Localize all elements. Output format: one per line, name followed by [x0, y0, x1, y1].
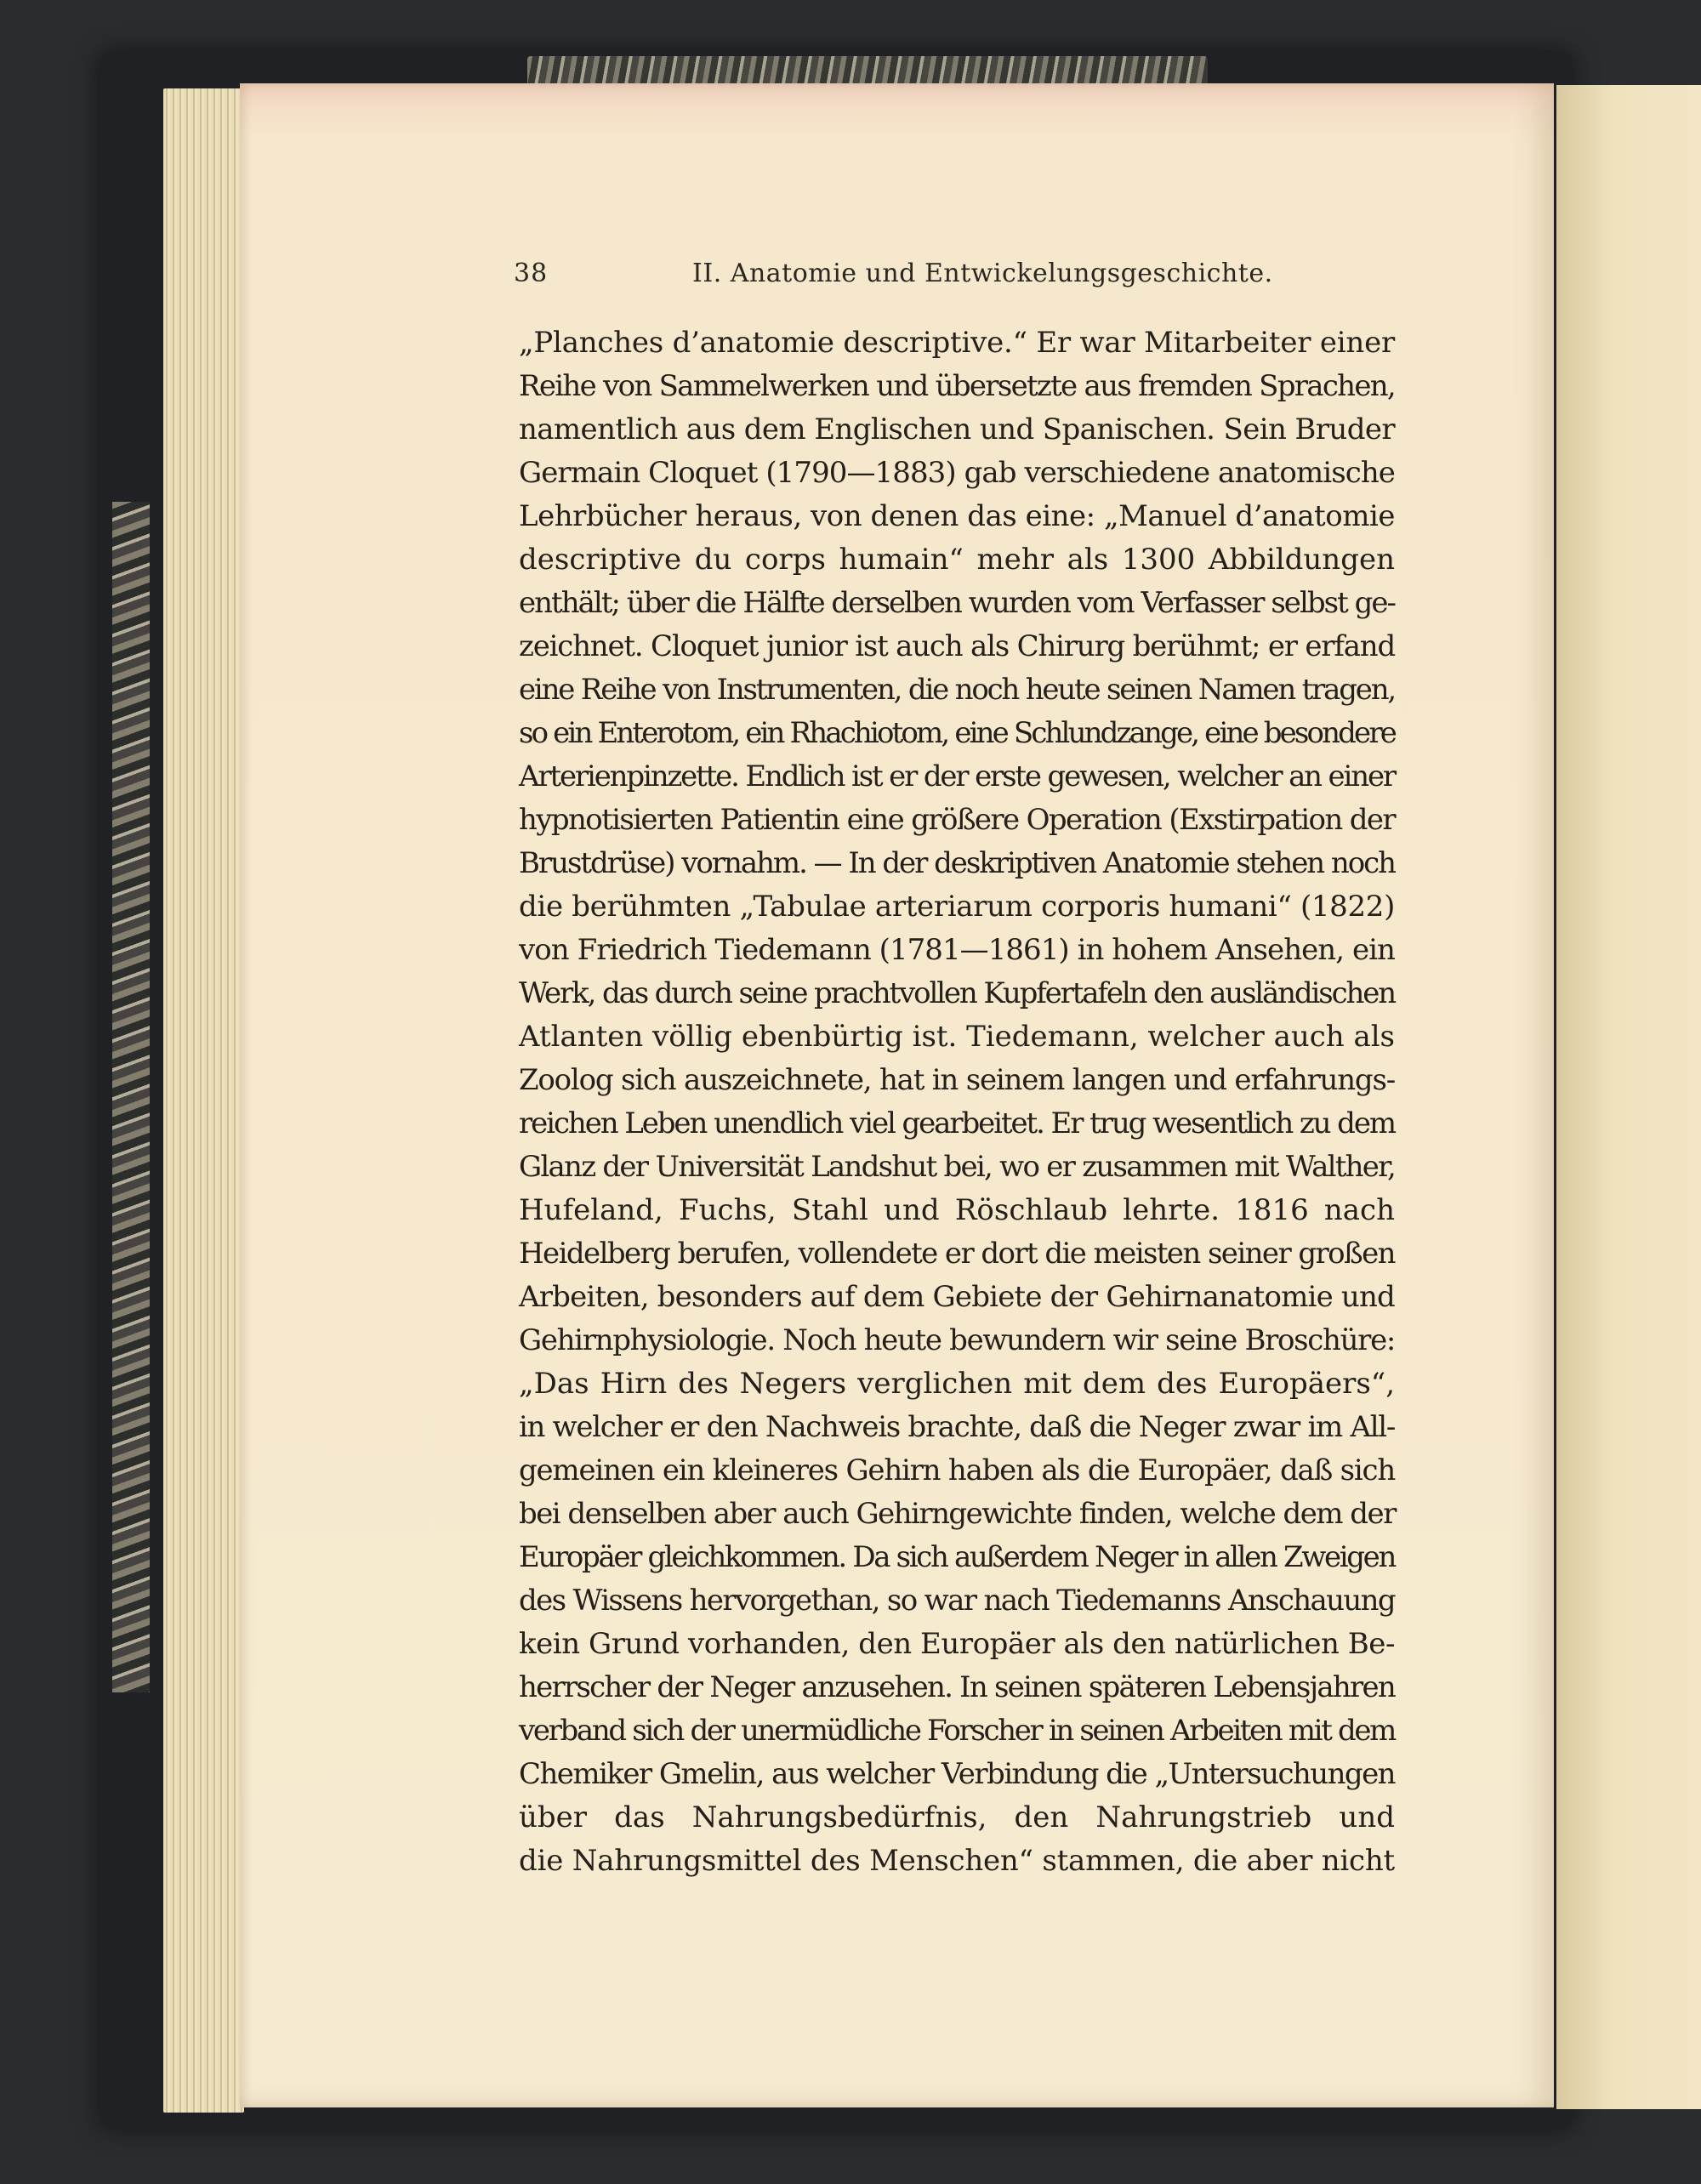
text-line: kein Grund vorhanden, den Europäer als den natürlichen Be- — [519, 1627, 1395, 1661]
text-line: von Friedrich Tiedemann (1781—1861) in hohem Ansehen, ein — [519, 933, 1395, 967]
text-line: eine Reihe von Instrumenten, die noch heute seinen Namen tragen, — [519, 673, 1395, 707]
text-line: herrscher der Neger anzusehen. In seinen späteren Lebensjahren — [519, 1670, 1395, 1704]
text-line: hypnotisierten Patientin eine größere Operation (Exstirpation der — [519, 803, 1396, 837]
text-line: Hufeland, Fuchs, Stahl und Röschlaub lehrte. 1816 nach — [519, 1193, 1395, 1227]
text-line: Chemiker Gmelin, aus welcher Verbindung die „Untersuchungen — [519, 1757, 1395, 1791]
text-line: verband sich der unermüdliche Forscher in seinen Arbeiten mit dem — [519, 1714, 1395, 1748]
facing-page-edge — [1556, 85, 1701, 2109]
text-line: Glanz der Universität Landshut bei, wo er zusammen mit Walther, — [519, 1150, 1396, 1184]
marbled-spine — [112, 502, 150, 1692]
text-line: Werk, das durch seine prachtvollen Kupfertafeln den ausländischen — [519, 976, 1395, 1010]
text-line: Zoolog sich auszeichnete, hat in seinem langen und erfahrungs- — [519, 1063, 1395, 1097]
text-line: in welcher er den Nachweis brachte, daß die Neger zwar im All- — [519, 1410, 1395, 1444]
text-line: Arterienpinzette. Endlich ist er der erste gewesen, welcher an einer — [519, 759, 1395, 793]
text-line: Heidelberg berufen, vollendete er dort die meisten seiner großen — [519, 1237, 1395, 1271]
page-number: 38 — [514, 259, 549, 288]
text-line: so ein Enterotom, ein Rhachiotom, eine Schlundzange, eine besondere — [519, 716, 1395, 750]
text-line: „Das Hirn des Negers verglichen mit dem des Europäers“, — [519, 1367, 1395, 1401]
page-header — [514, 255, 1398, 298]
text-line: Brustdrüse) vornahm. — In der deskriptiven Anatomie stehen noch — [519, 846, 1395, 880]
text-line: über das Nahrungsbedürfnis, den Nahrungstrieb und — [519, 1800, 1395, 1834]
text-line: Arbeiten, besonders auf dem Gebiete der Gehirnanatomie und — [519, 1280, 1395, 1314]
text-line: gemeinen ein kleineres Gehirn haben als die Europäer, daß sich — [519, 1453, 1395, 1487]
text-line: Lehrbücher heraus, von denen das eine: „Manuel d’anatomie — [519, 499, 1395, 533]
text-line: Germain Cloquet (1790—1883) gab verschiedene anatomische — [519, 456, 1395, 490]
text-line: namentlich aus dem Englischen und Spanischen. Sein Bruder — [519, 412, 1395, 446]
text-line: die berühmten „Tabulae arteriarum corporis humani“ (1822) — [519, 890, 1395, 924]
text-line: Reihe von Sammelwerken und übersetzte aus fremden Sprachen, — [519, 369, 1395, 403]
text-line: des Wissens hervorgethan, so war nach Tiedemanns Anschauung — [519, 1584, 1395, 1618]
text-line: „Planches d’anatomie descriptive.“ Er war Mitarbeiter einer — [519, 326, 1395, 360]
text-line: Gehirnphysiologie. Noch heute bewundern wir seine Broschüre: — [519, 1323, 1395, 1357]
text-line: descriptive du corps humain“ mehr als 1300 Abbildungen — [519, 543, 1395, 577]
text-line: die Nahrungsmittel des Menschen“ stammen, die aber nicht — [519, 1844, 1395, 1878]
text-line: Europäer gleichkommen. Da sich außerdem Neger in allen Zweigen — [519, 1540, 1395, 1574]
text-line: enthält; über die Hälfte derselben wurden vom Verfasser selbst ge- — [519, 586, 1395, 620]
text-line: zeichnet. Cloquet junior ist auch als Chirurg berühmt; er erfand — [519, 629, 1395, 663]
text-line: bei denselben aber auch Gehirngewichte finden, welche dem der — [519, 1497, 1396, 1531]
page-edges — [163, 88, 244, 2113]
body-text — [519, 321, 1395, 1883]
running-head: II. Anatomie und Entwickelungsgeschichte. — [692, 259, 1273, 288]
text-line: reichen Leben unendlich viel gearbeitet. Er trug wesentlich zu dem — [519, 1106, 1395, 1140]
text-line: Atlanten völlig ebenbürtig ist. Tiedemann, welcher auch als — [519, 1020, 1395, 1054]
